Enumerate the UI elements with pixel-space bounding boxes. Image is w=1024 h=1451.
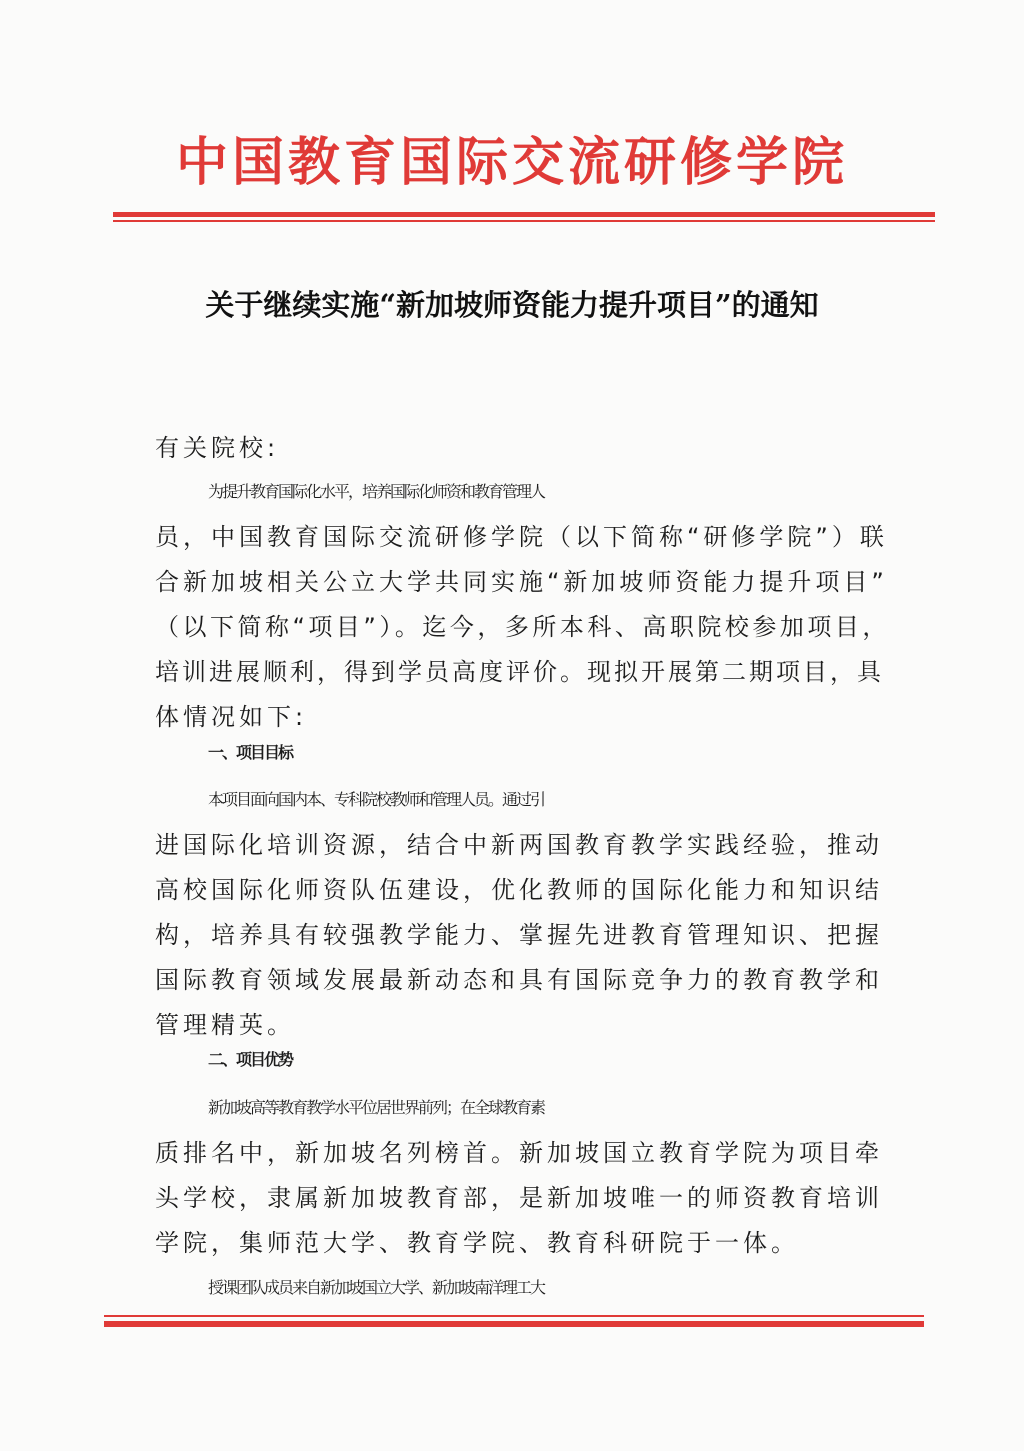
section1-line: 高校国际化师资队伍建设，优化教师的国际化能力和知识结: [155, 876, 883, 904]
intro-line: 培训进展顺利，得到学员高度评价。现拟开展第二期项目，具: [155, 658, 884, 686]
footer-rule-thin: [104, 1315, 924, 1317]
intro-line: 为提升教育国际化水平，培养国际化师资和教育管理人: [208, 482, 545, 501]
section2-line: 学院，集师范大学、教育学院、教育科研院于一体。: [155, 1229, 799, 1257]
intro-line: 员，中国教育国际交流研修学院（以下简称“研修学院”）联: [155, 523, 888, 551]
footer-rule-thick: [104, 1321, 924, 1327]
institution-name: 中国教育国际交流研修学院: [175, 132, 848, 193]
section2-line: 授课团队成员来自新加坡国立大学、新加坡南洋理工大: [208, 1278, 545, 1297]
section2-line: 头学校，隶属新加坡教育部，是新加坡唯一的师资教育培训: [155, 1184, 883, 1212]
salutation: 有关院校:: [155, 434, 280, 462]
intro-line: （以下简称“项目”）。迄今，多所本科、高职院校参加项目，: [155, 613, 890, 641]
section1-line: 管理精英。: [155, 1011, 295, 1039]
section1-line: 构，培养具有较强教学能力、掌握先进教育管理知识、把握: [155, 921, 883, 949]
section1-line: 国际教育领域发展最新动态和具有国际竞争力的教育教学和: [155, 966, 883, 994]
section-heading-advantages: 二、项目优势: [208, 1050, 293, 1069]
section2-line: 新加坡高等教育教学水平位居世界前列；在全球教育素: [208, 1098, 545, 1117]
notice-title: 关于继续实施“新加坡师资能力提升项目”的通知: [205, 288, 819, 322]
intro-line: 体情况如下:: [155, 703, 308, 731]
section1-line: 本项目面向国内本、专科院校教师和管理人员。通过引: [208, 790, 545, 809]
section-heading-goals: 一、项目目标: [208, 743, 293, 762]
header-rule-thin: [113, 220, 935, 222]
section1-line: 进国际化培训资源，结合中新两国教育教学实践经验，推动: [155, 831, 883, 859]
section2-line: 质排名中，新加坡名列榜首。新加坡国立教育学院为项目牵: [155, 1139, 883, 1167]
intro-line: 合新加坡相关公立大学共同实施“新加坡师资能力提升项目”: [155, 568, 888, 596]
header-rule-thick: [113, 212, 935, 217]
